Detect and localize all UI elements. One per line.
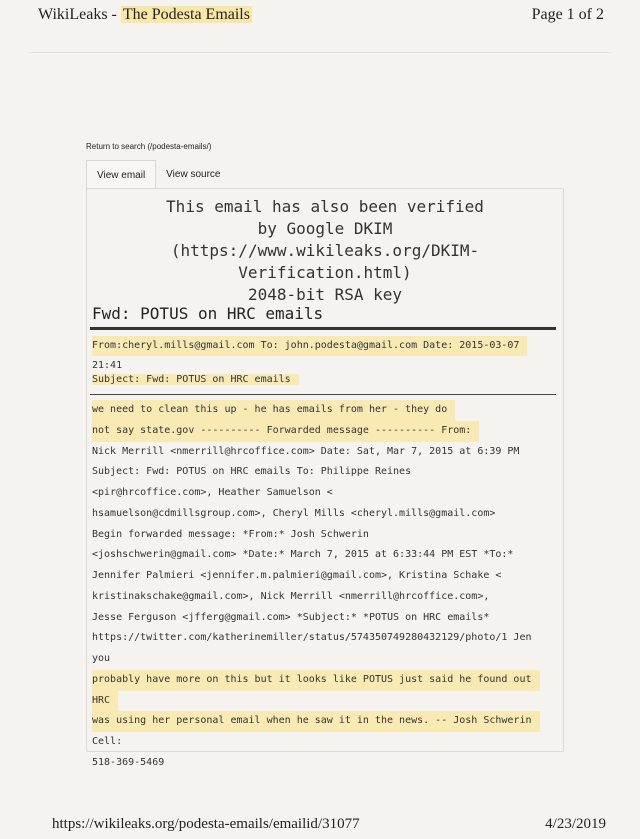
meta-time: 21:41	[92, 360, 123, 371]
body-line-text: kristinakschake@gmail.com>, Nick Merrill <nmerrill@hrcoffice.com>,	[92, 590, 490, 602]
meta-from-to-date: From:cheryl.mills@gmail.com To: john.podesta@gmail.com Date: 2015-03-07	[92, 336, 527, 356]
view-tabs	[86, 160, 230, 188]
body-line-text: 518-369-5469	[92, 756, 165, 768]
body-line-text: Jesse Ferguson <jfferg@gmail.com> *Subject:* *POTUS on HRC emails*	[92, 611, 490, 623]
print-header-title	[38, 6, 252, 24]
body-line-text: you	[92, 653, 111, 664]
email-body	[92, 400, 540, 774]
body-line-text: probably have more on this but it looks like POTUS just said he found out	[92, 670, 540, 691]
body-line	[92, 400, 540, 421]
body-line	[92, 421, 540, 442]
tab-view-email[interactable]: View email	[86, 160, 156, 189]
page-number: Page 1 of 2	[531, 6, 604, 23]
body-line-text: Cell:	[92, 736, 123, 747]
dkim-line: by Google DKIM	[257, 219, 393, 238]
body-line-text: <joshschwerin@gmail.com> *Date:* March 7, 2015 at 6:33:44 PM EST *To:*	[92, 549, 514, 561]
body-line	[92, 649, 540, 670]
body-line-text: Subject: Fwd: POTUS on HRC emails To: Philippe Reines	[92, 466, 412, 478]
body-line-text: was using her personal email when he saw it in the news. -- Josh Schwerin	[92, 711, 540, 732]
email-subject-line	[92, 374, 299, 385]
title-divider	[90, 327, 556, 330]
return-to-search-link[interactable]: Return to search (/podesta-emails/)	[86, 142, 212, 151]
body-line-text: hsamuelson@cdmillsgroup.com>, Cheryl Mills <cheryl.mills@gmail.com>	[92, 507, 496, 519]
body-line	[92, 462, 540, 483]
subject-text: Subject: Fwd: POTUS on HRC emails	[92, 374, 299, 385]
body-line	[92, 504, 540, 525]
body-line-text: Jennifer Palmieri <jennifer.m.palmieri@gmail.com>, Kristina Schake <	[92, 570, 502, 581]
body-line	[92, 608, 540, 629]
collection-name: The Podesta Emails	[122, 6, 250, 23]
body-line	[92, 691, 540, 712]
body-line-text: Nick Merrill <nmerrill@hrcoffice.com> Date: Sat, Mar 7, 2015 at 6:39 PM	[92, 445, 520, 457]
body-line-text: HRC	[92, 691, 118, 712]
dkim-line: This email has also been verified	[166, 197, 484, 216]
email-subject-title: Fwd: POTUS on HRC emails	[92, 304, 324, 323]
body-line-text: <pir@hrcoffice.com>, Heather Samuelson <	[92, 487, 333, 498]
dkim-line: 2048-bit RSA key	[247, 285, 403, 304]
body-line	[92, 670, 540, 691]
header-divider	[30, 52, 610, 53]
body-line	[92, 711, 540, 732]
body-line	[92, 525, 540, 546]
body-line	[92, 753, 540, 774]
header-body-divider	[90, 394, 556, 395]
dkim-line: Verification.html)	[238, 263, 412, 282]
body-line	[92, 545, 540, 566]
body-line-text: Begin forwarded message: *From:* Josh Schwerin	[92, 528, 369, 540]
site-name: WikiLeaks -	[38, 6, 121, 23]
body-line-text: https://twitter.com/katherinemiller/status/574350749280432129/photo/1 Jen	[92, 632, 532, 644]
dkim-line: (https://www.wikileaks.org/DKIM-	[170, 241, 480, 260]
body-line-text: not say state.gov ---------- Forwarded message ---------- From:	[92, 421, 479, 442]
body-line	[92, 483, 540, 504]
print-footer-url: https://wikileaks.org/podesta-emails/emailid/31077	[52, 816, 360, 832]
body-line	[92, 587, 540, 608]
email-meta	[92, 336, 527, 376]
body-line	[92, 566, 540, 587]
body-line	[92, 442, 540, 463]
dkim-notice	[86, 196, 564, 306]
body-line	[92, 628, 540, 649]
print-footer-date: 4/23/2019	[545, 816, 606, 832]
tab-view-source[interactable]: View source	[166, 169, 221, 180]
body-line	[92, 732, 540, 753]
body-line-text: we need to clean this up - he has emails from her - they do	[92, 400, 455, 421]
